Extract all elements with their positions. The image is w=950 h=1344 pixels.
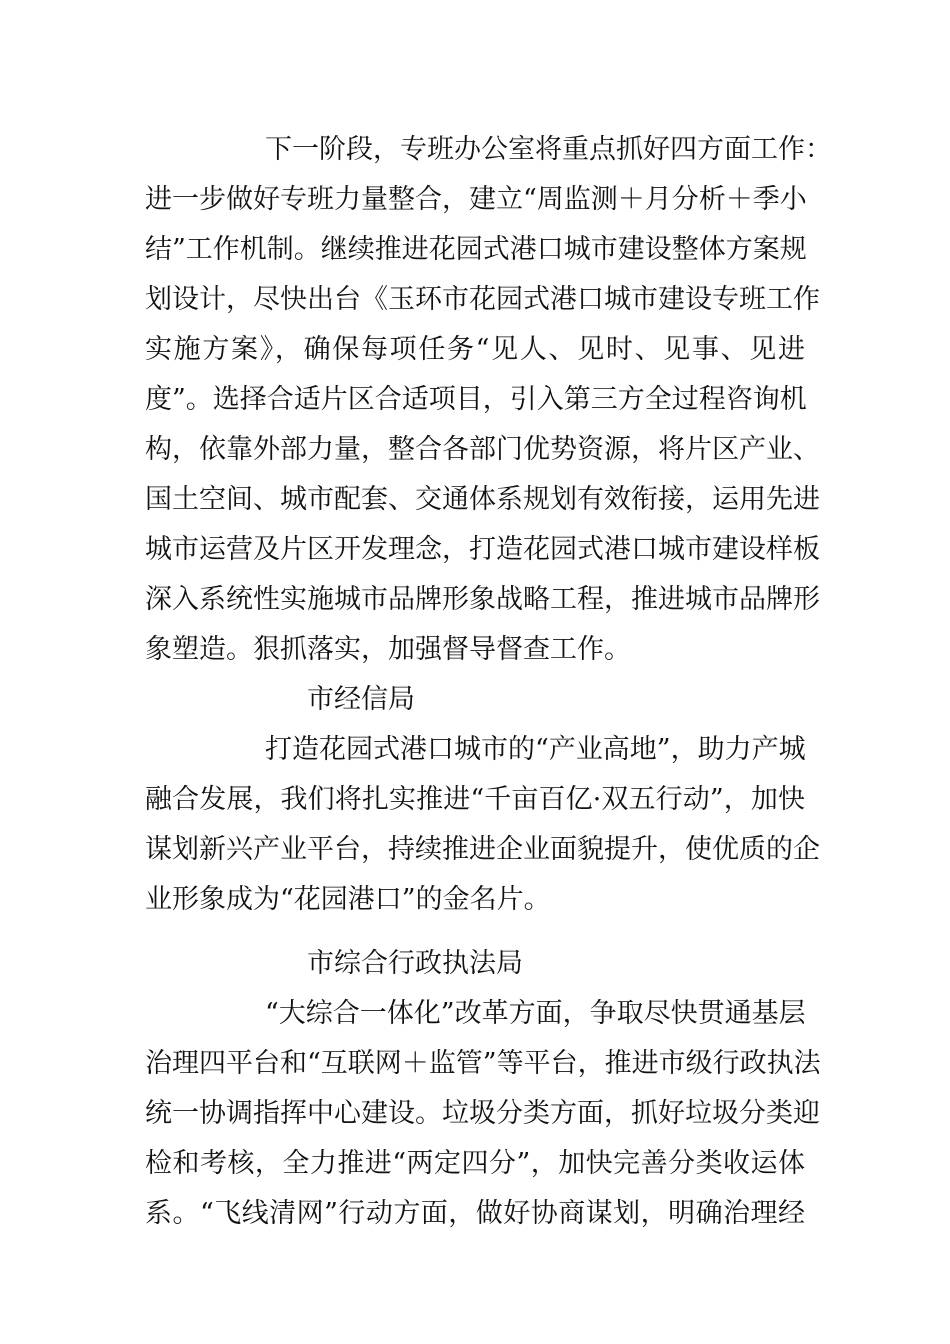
paragraph-line: 检和考核，全力推进“两定四分”，加快完善分类收运体 [145,1148,805,1179]
paragraph-line: 城市运营及片区开发理念，打造花园式港口城市建设样板 [145,534,820,565]
section-heading: 市经信局 [307,684,415,715]
section-heading: 市综合行政执法局 [307,948,523,979]
paragraph-line: “大综合一体化”改革方面，争取尽快贯通基层 [265,998,806,1029]
document-body [145,125,832,1239]
paragraph-line: 构，依靠外部力量，整合各部门优势资源，将片区产业、 [145,434,820,465]
paragraph-line: 结”工作机制。继续推进花园式港口城市建设整体方案规 [145,234,807,265]
paragraph-line: 下一阶段，专班办公室将重点抓好四方面工作： [265,134,832,165]
paragraph-line: 象塑造。狠抓落实，加强督导督查工作。 [145,634,631,665]
paragraph-line: 国土空间、城市配套、交通体系规划有效衔接，运用先进 [145,484,820,515]
paragraph-line: 度”。选择合适片区合适项目，引入第三方全过程咨询机 [145,384,807,415]
paragraph-line: 系。“飞线清网”行动方面，做好协商谋划，明确治理经 [145,1198,805,1229]
paragraph-line: 实施方案》，确保每项任务“见人、见时、见事、见进 [145,334,805,365]
paragraph-line: 深入系统性实施城市品牌形象战略工程，推进城市品牌形 [145,584,820,615]
paragraph-line: 进一步做好专班力量整合，建立“周监测＋月分析＋季小 [145,184,807,215]
paragraph-line: 融合发展，我们将扎实推进“千亩百亿·双五行动”，加快 [145,784,805,815]
paragraph-line: 谋划新兴产业平台，持续推进企业面貌提升，使优质的企 [145,834,820,865]
paragraph-line: 打造花园式港口城市的“产业高地”，助力产城 [265,734,806,765]
paragraph-line: 统一协调指挥中心建设。垃圾分类方面，抓好垃圾分类迎 [145,1098,820,1129]
paragraph-line: 业形象成为“花园港口”的金名片。 [145,884,551,915]
paragraph-line: 治理四平台和“互联网＋监管”等平台，推进市级行政执法 [145,1048,821,1079]
paragraph-line: 划设计，尽快出台《玉环市花园式港口城市建设专班工作 [145,284,820,315]
paragraph-gap [145,925,805,939]
